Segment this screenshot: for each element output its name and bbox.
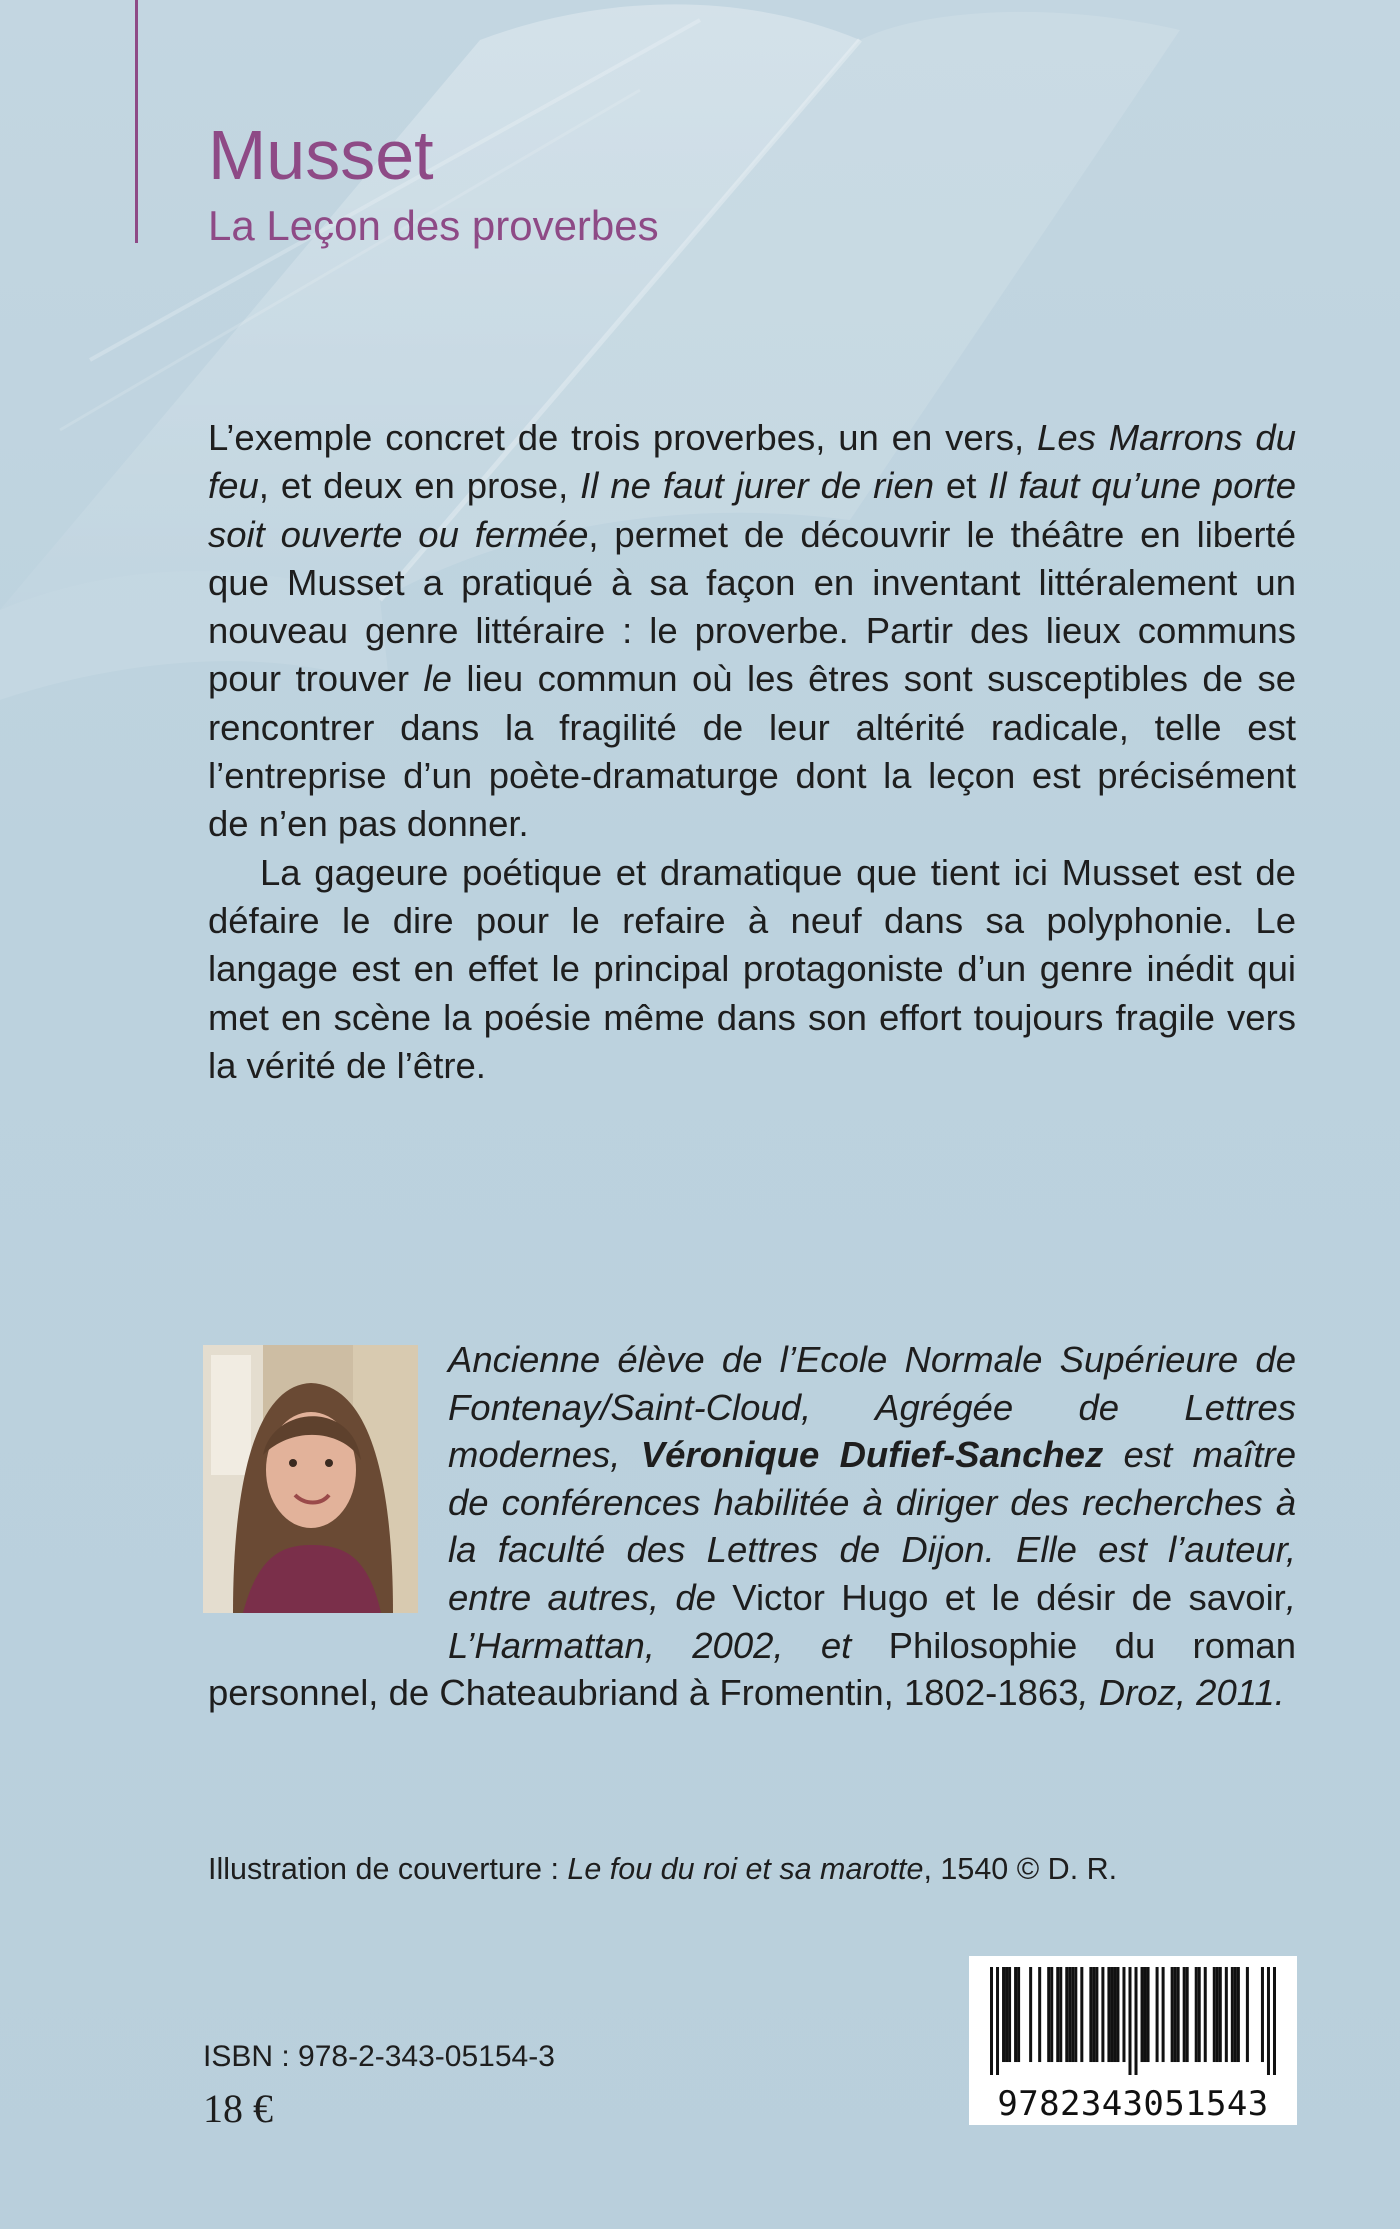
barcode-bar <box>1107 1967 1110 2062</box>
text-run: et <box>934 465 989 507</box>
barcode-bar <box>1017 1967 1020 2062</box>
barcode-bar <box>1162 1967 1165 2062</box>
blurb-paragraph-2 <box>208 849 1296 1090</box>
author-bio <box>208 1336 1296 1717</box>
barcode-bar <box>1141 1967 1144 2062</box>
credit-work-title: Le fou du roi et sa marotte <box>567 1852 924 1886</box>
barcode-bar <box>1204 1967 1207 2062</box>
barcode-bar <box>1135 1967 1138 2075</box>
barcode-bar <box>1147 1967 1150 2062</box>
text-run: Victor Hugo et le désir de savoir <box>732 1576 1286 1618</box>
barcode-bars <box>990 1967 1276 2075</box>
barcode-bar <box>1110 1967 1113 2062</box>
cover-illustration-credit <box>208 1851 1117 1888</box>
barcode-bar <box>1005 1967 1008 2062</box>
barcode-bar <box>1144 1967 1147 2062</box>
barcode-bar <box>1014 1967 1017 2062</box>
barcode-bar <box>1216 1967 1219 2062</box>
barcode-bar <box>1156 1967 1159 2062</box>
text-run: , Droz, 2011. <box>1078 1672 1285 1714</box>
barcode-bar <box>1237 1967 1240 2062</box>
accent-bar <box>135 0 138 243</box>
barcode-bar <box>1008 1967 1011 2062</box>
text-run: La gageure poétique et dramatique que tient ici Musset est de défaire le dire pour le refaire à neuf dans sa polyphonie. Le langage est en effet le principal protagoniste d’un genre inédit qui met en scène la poésie même dans son effort toujours fragile vers la vérité de l’être. <box>208 851 1296 1086</box>
barcode-bar <box>996 1967 999 2075</box>
barcode-bar <box>1080 1967 1083 2062</box>
barcode-bar <box>1246 1967 1249 2062</box>
barcode-bar <box>990 1967 993 2075</box>
barcode-bar <box>1029 1967 1032 2062</box>
barcode-bar <box>1186 1967 1189 2062</box>
barcode-bar <box>1059 1967 1062 2062</box>
text-run: L’exemple concret de trois proverbes, un en vers, <box>208 417 1038 458</box>
blurb-paragraph-1 <box>208 414 1296 849</box>
barcode-bar <box>1261 1967 1264 2062</box>
barcode-bar <box>1056 1967 1059 2062</box>
barcode-bar <box>1101 1967 1104 2062</box>
barcode-bar <box>1065 1967 1068 2062</box>
barcode-bar <box>1089 1967 1092 2062</box>
text-run: Les Marrons du feu <box>208 417 1296 507</box>
barcode-bar <box>1002 1967 1005 2062</box>
credit-prefix: Illustration de couverture : <box>208 1852 568 1886</box>
barcode-bar <box>1095 1967 1098 2062</box>
barcode-bar <box>1225 1967 1228 2062</box>
barcode-bar <box>1273 1967 1276 2075</box>
barcode-bar <box>1183 1967 1186 2062</box>
text-run: lieu commun où les êtres sont susceptibles de se rencontrer dans la fragilité de leur altérité radicale, telle est l’entreprise d’un poète-dramaturge dont la leçon est précisément de n’en pas donner. <box>208 658 1296 845</box>
text-run: , L’Harmattan, 2002, et <box>448 1576 1296 1666</box>
barcode-bar <box>1116 1967 1119 2062</box>
barcode-bar <box>1092 1967 1095 2062</box>
barcode-bar <box>1267 1967 1270 2075</box>
book-title: Musset <box>208 116 434 194</box>
barcode-bar <box>1074 1967 1077 2062</box>
barcode-bar <box>1198 1967 1201 2062</box>
text-run: le <box>423 658 452 700</box>
text-run: est maître de conférences habilitée à diriger des recherches à la faculté des Lettres de Dijon. Elle est l’auteur, entre autres, de <box>448 1434 1296 1618</box>
barcode-bar <box>1047 1967 1050 2062</box>
barcode-bar <box>1071 1967 1074 2062</box>
price: 18 € <box>203 2086 273 2131</box>
barcode-digits: 9782343051543 <box>997 2084 1269 2124</box>
credit-suffix: , 1540 © D. R. <box>923 1852 1118 1886</box>
text-run: Véronique Dufief-Sanchez <box>640 1434 1104 1476</box>
barcode-bar <box>1213 1967 1216 2062</box>
barcode-bar <box>1195 1967 1198 2062</box>
text-run: Il ne faut jurer de rien <box>580 465 934 507</box>
text-run: Philosophie du roman personnel, de Chateaubriand à Fromentin, 1802-1863 <box>208 1624 1297 1714</box>
barcode-bar <box>1177 1967 1180 2062</box>
barcode-bar <box>1128 1967 1131 2075</box>
text-run: Il faut qu’une porte soit ouverte ou fermée <box>208 465 1297 555</box>
barcode-bar <box>1122 1967 1125 2062</box>
book-subtitle: La Leçon des proverbes <box>208 202 659 249</box>
barcode-bar <box>1234 1967 1237 2062</box>
back-cover-blurb <box>208 414 1296 1090</box>
isbn: ISBN : 978-2-343-05154-3 <box>203 2040 555 2073</box>
text-run: , et deux en prose, <box>258 465 581 507</box>
text-run: Ancienne élève de l’Ecole Normale Supérieure de Fontenay/Saint-Cloud, Agrégée de Lettres modernes, <box>448 1339 1296 1476</box>
barcode-bar <box>1171 1967 1174 2062</box>
barcode-bar <box>1113 1967 1116 2062</box>
ean13-barcode-icon <box>969 1956 1297 2125</box>
portrait-wrap-spacer <box>208 1336 448 1622</box>
text-run: , permet de découvrir le théâtre en liberté que Musset a pratiqué à sa façon en inventant littéralement un nouveau genre littéraire : le proverbe. Partir des lieux communs pour trouver <box>208 513 1297 700</box>
barcode-bar <box>1038 1967 1041 2062</box>
barcode-bar <box>1068 1967 1071 2062</box>
barcode-bar <box>1231 1967 1234 2062</box>
barcode-bar <box>1050 1967 1053 2062</box>
barcode-bar <box>1219 1967 1222 2062</box>
barcode-bar <box>1174 1967 1177 2062</box>
